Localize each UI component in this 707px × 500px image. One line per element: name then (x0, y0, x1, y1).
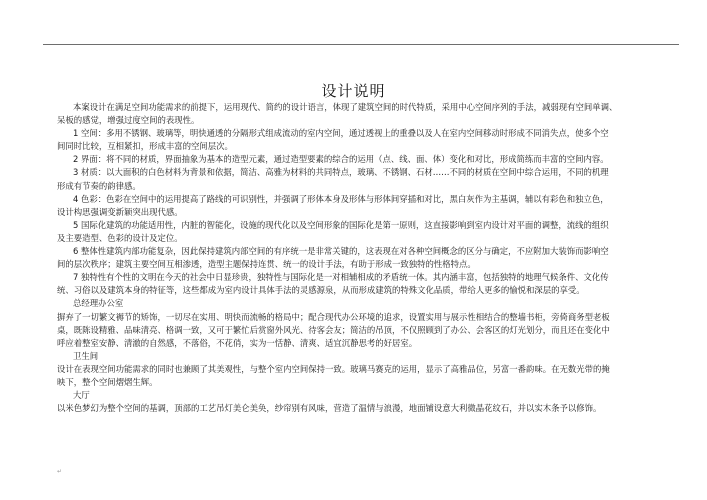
text-line: 摒弃了一切繁文褥节的矫饰，一切尽在实用、明快而流畅的格局中；配合现代办公环境的追求，设置实用与展示性相结合的整墙书柜，旁倚商务型老板 (57, 311, 610, 322)
body-paragraph (57, 245, 687, 271)
page-title: 设计说明 (321, 82, 386, 100)
body-paragraph (57, 363, 687, 389)
text-line: 1 空间：多用不锈钢、玻璃等，明快通透的分隔形式组成流动的室内空间，通过透视上的重叠以及人在室内空间移动时形成不同消失点，使多个空 (73, 128, 609, 139)
text-line: 3 材质：以大面积的白色材料为背景和依据，简洁、高雅为材料的共同特点，玻璃、不锈钢、石材……不同的材质在空间中综合运用，不同的机理 (73, 167, 609, 178)
text-line: 7 独特性有个性的文明在今天的社会中日显珍贵，独特性与国际化是一对相辅相成的矛盾统一体。其内涵丰富，包括独特的地理气候条件、文化传 (73, 272, 609, 283)
document-body (57, 101, 687, 415)
text-line: 统、习俗以及建筑本身的特征等，这些都成为室内设计具体手法的灵感源泉，从而形成建筑的特殊文化品质，带给人更多的愉悦和深层的享受。 (57, 285, 585, 296)
text-line: 设计构思强调变新颖突出现代感。 (57, 206, 183, 217)
body-paragraph (57, 166, 687, 192)
text-line: 2 界面：将不同的材质，界面抽象为基本的造型元素，通过造型要素的综合的运用（点、线、面、体）变化和对比，形成简练而丰富的空间内容。 (73, 154, 609, 165)
paragraph-end-mark: ↵ (57, 468, 63, 475)
header-rule (43, 44, 679, 45)
text-line: 总经理办公室 (73, 298, 124, 309)
body-paragraph (57, 219, 687, 245)
text-line: 间的层次秩序；建筑主要空间互相渗透，造型主题保持连贯、统一的设计手法，有助于形成一致独特的性格特点。 (57, 259, 476, 270)
text-line: 及主要造型、色彩的设计及定位。 (57, 232, 183, 243)
text-line: 桌，既陈设精雅、品味清亮、格调一致，又可于繁忙后赏窗外风光、待客会友；简洁的吊顶，不仅照顾到了办公、会客区的灯光划分，而且还在变化中 (57, 324, 610, 335)
text-line: 映下，整个空间熠熠生辉。 (57, 376, 158, 387)
section-heading (57, 389, 687, 402)
text-line: 呼应着整室安静、清澈的自然感，不落俗，不花俏，实为一恬静、清爽、适宜沉静思考的好居室。 (57, 337, 418, 348)
body-paragraph (57, 153, 687, 166)
text-line: 卫生间 (73, 350, 99, 361)
text-line: 6 整体性建筑内部功能复杂，因此保持建筑内部空间的有序统一是非常关键的，这表现在对各种空间概念的区分与确定，不应附加大装饰而影响空 (73, 246, 609, 257)
text-line: 设计在表现空间功能需求的同时也兼顾了其美观性，与整个室内空间保持一致。玻璃马赛克的运用，显示了高雅品位，另富一番韵味。在无数光带的掩 (57, 363, 610, 374)
section-heading (57, 297, 687, 310)
text-line: 以米色梦幻为整个空间的基调，顶部的工艺吊灯美仑美奂，纱帘别有风味，营造了温情与浪漫，地面铺设意大利微晶花纹石，并以实木条予以修饰。 (57, 403, 602, 414)
text-line: 大厅 (73, 390, 90, 401)
text-line: 5 国际化建筑的功能适用性，内脏的智能化，设施的现代化以及空间形象的国际化是第一原则，这直接影响到室内设计对平面的调整，流线的组织 (73, 219, 609, 230)
text-line: 呆板的感觉，增强过度空间的表现性。 (57, 115, 200, 126)
section-heading (57, 350, 687, 363)
body-paragraph (57, 402, 687, 415)
body-paragraph (57, 193, 687, 219)
text-line: 形成有节奏的韵律感。 (57, 180, 141, 191)
text-line: 间同时比较，互相紧扣，形成丰富的空间层次。 (57, 141, 233, 152)
body-paragraph (57, 101, 687, 127)
text-line: 本案设计在满足空间功能需求的前提下，运用现代、简约的设计语言，体现了建筑空间的时代特质，采用中心空间序列的手法，减弱现有空间单调、 (73, 102, 618, 112)
body-paragraph (57, 127, 687, 153)
body-paragraph (57, 271, 687, 297)
text-line: 4 色彩：色彩在空间中的运用提高了路线的可识别性，并强调了形体本身及形体与形体间穿插和对比，黑白灰作为主基调，辅以有彩色和独立色， (73, 193, 609, 204)
body-paragraph (57, 311, 687, 350)
